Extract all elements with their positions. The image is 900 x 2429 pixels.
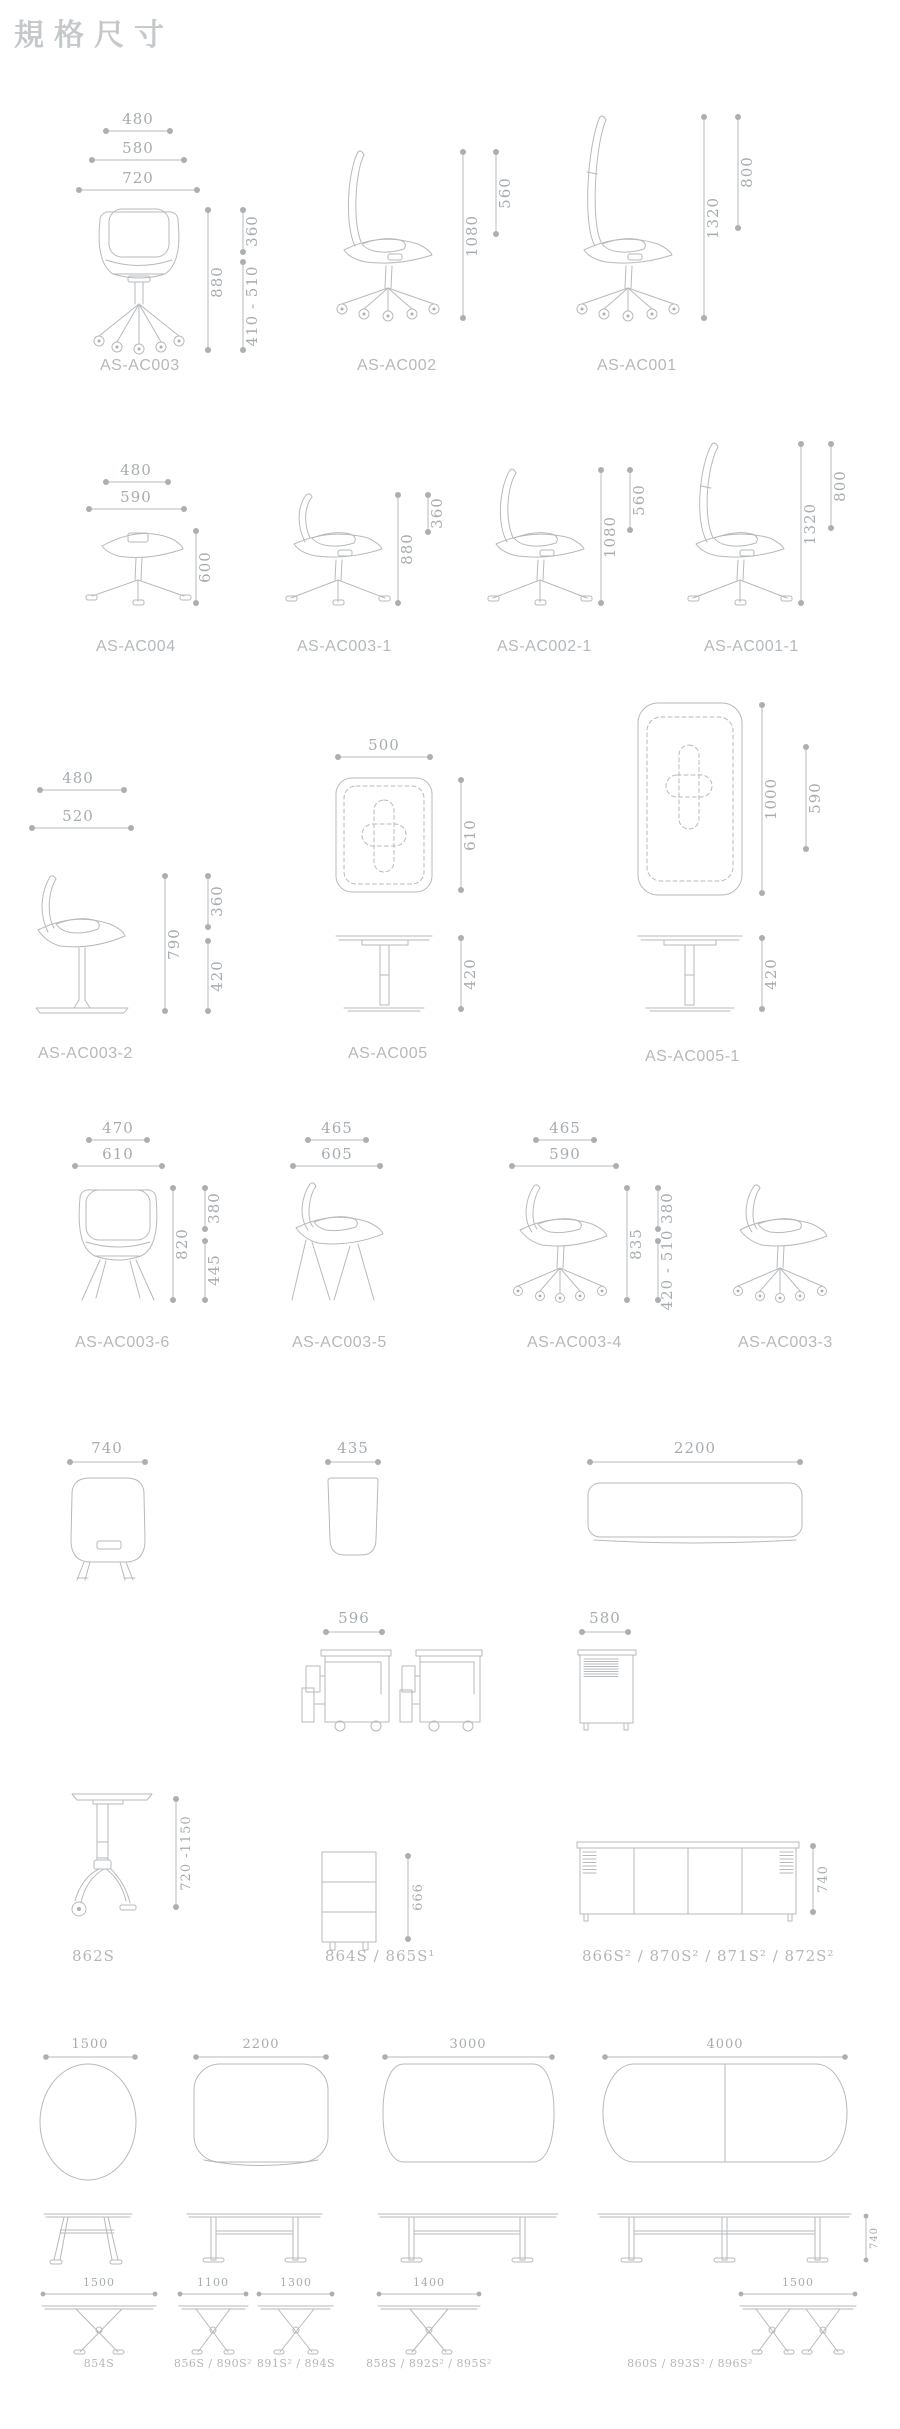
dim-overall-height [162, 873, 183, 1014]
dim-overall-width [509, 1145, 619, 1169]
dim-value: 1300 [280, 2276, 312, 2289]
figure-mobile-pedestals [302, 1609, 482, 1731]
model-label: 858S / 892S² / 895S² [366, 2357, 492, 2370]
dim-back-height [735, 114, 756, 231]
dim-value: 420 [762, 958, 780, 990]
dim-height-range [173, 1796, 194, 1910]
figure-table-2200 [187, 2037, 329, 2262]
table-side-view-drawing [638, 936, 742, 1011]
dim-seat-width [37, 769, 127, 793]
table-drawing [258, 2306, 333, 2354]
figure-as-ac003-3 [734, 1185, 833, 1351]
dim-back-height [202, 1185, 223, 1232]
model-label: AS-AC002-1 [497, 638, 592, 655]
dim-table-height [458, 935, 479, 1012]
dim-overall-height [598, 467, 619, 606]
dim-overall-width [29, 807, 134, 831]
figure-as-ac003-6 [72, 1119, 223, 1351]
model-label: AS-AC003-2 [38, 1045, 133, 1062]
dim-value: 410 - 510 [243, 265, 261, 347]
dim-back-height [493, 149, 514, 237]
dim-height [810, 1843, 831, 1915]
table-top-view [194, 2064, 328, 2166]
dim-overall-height [460, 149, 481, 321]
model-label: AS-AC003-5 [292, 1334, 387, 1351]
dim-value: 420 [208, 960, 226, 992]
dim-seat-width [103, 110, 173, 134]
dim-value: 740 [869, 2226, 880, 2250]
dim-value: 480 [62, 769, 94, 787]
model-label: AS-AC003-3 [738, 1334, 833, 1351]
dim-seat-width [86, 1119, 150, 1143]
figure-858s [366, 2276, 492, 2370]
dim-back-height [240, 207, 261, 255]
dim-top-width [335, 736, 433, 760]
dim-value: 610 [102, 1145, 134, 1163]
bench-drawing [588, 1483, 802, 1543]
figure-as-ac003-1 [286, 492, 446, 655]
cabinet-drawing [578, 1650, 636, 1730]
dim-value: 596 [338, 1609, 370, 1627]
dim-top-depth [458, 777, 479, 893]
drawer-pedestal-drawing [322, 1852, 376, 1950]
dim-value: 590 [549, 1145, 581, 1163]
credenza-drawing [577, 1842, 799, 1921]
dim-value: 420 - 510 [658, 1229, 676, 1311]
dim-value: 420 [461, 958, 479, 990]
dim-overall-height [798, 441, 819, 606]
figure-as-ac003-5 [290, 1119, 387, 1351]
dim-overall-height [395, 492, 416, 606]
chair-side-drawing [577, 116, 679, 321]
dim-value: 1080 [463, 214, 481, 258]
dim-value: 445 [205, 1254, 223, 1286]
dim-value: 1500 [782, 2276, 814, 2289]
dim-overall-height [624, 1185, 645, 1303]
table-side-view [187, 2214, 322, 2262]
figure-bench [587, 1439, 803, 1543]
dim-inner-length [803, 744, 824, 852]
model-label: AS-AC003-6 [75, 1334, 170, 1351]
dim-shell-width [89, 139, 187, 163]
dim-overall-height [170, 1185, 191, 1303]
figure-as-ac004 [86, 461, 214, 655]
figure-as-ac001 [577, 114, 756, 374]
model-label: 860S / 893S² / 896S² [627, 2357, 753, 2370]
dim-value: 360 [243, 215, 261, 247]
dim-value: 835 [627, 1228, 645, 1260]
dim-value: 520 [62, 807, 94, 825]
dim-overall-height [205, 207, 226, 353]
figure-as-ac003 [76, 110, 261, 374]
dim-value: 580 [122, 139, 154, 157]
pedestal-right-drawing [400, 1650, 482, 1731]
dim-seat-width [103, 461, 171, 485]
dim-value: 820 [173, 1228, 191, 1260]
figure-as-ac005-1 [638, 702, 824, 1065]
table-drawing [42, 2306, 156, 2354]
dim-value: 600 [196, 551, 214, 583]
dim-value: 666 [411, 1883, 426, 1911]
table-side-view-drawing [336, 936, 432, 1011]
dim-back-height [627, 467, 648, 533]
model-label: AS-AC003-1 [297, 638, 392, 655]
figure-table-4000 [598, 2037, 880, 2262]
figure-as-ac002-1 [488, 467, 648, 655]
dim-value: 720 -1150 [179, 1815, 194, 1891]
table-top-view-drawing [336, 778, 432, 892]
model-label: AS-AC001 [597, 357, 677, 374]
figure-891s [257, 2276, 335, 2370]
dim-value: 605 [321, 1145, 353, 1163]
figure-as-ac003-4 [509, 1119, 676, 1351]
dim-value: 360 [208, 885, 226, 917]
figure-as-ac001-1 [688, 441, 849, 655]
figure-856s [174, 2276, 252, 2370]
pod-drawing [71, 1478, 145, 1580]
dim-seat-width [533, 1119, 597, 1143]
dim-value: 1320 [801, 502, 819, 546]
dim-seat-width [305, 1119, 369, 1143]
sit-stand-table-drawing [72, 1794, 152, 1916]
table-top-view [40, 2064, 136, 2180]
dim-overall-width [76, 169, 200, 193]
figure-pod-screen [67, 1439, 148, 1580]
model-label: 864S / 865S¹ [325, 1947, 436, 1965]
model-label: AS-AC003 [100, 357, 180, 374]
dim-value: 880 [208, 266, 226, 298]
figure-cabinet [578, 1609, 636, 1730]
dim-value: 590 [806, 782, 824, 814]
dim-back-height [655, 1185, 676, 1232]
dim-value: 1500 [71, 2037, 109, 2052]
dim-table-height [864, 2214, 880, 2263]
chair-front-drawing [79, 1190, 157, 1300]
dim-value: 4000 [706, 2037, 744, 2052]
figure-864s-865s [322, 1852, 435, 1965]
figure-866s-credenza [577, 1842, 834, 1965]
figure-854s [41, 2276, 158, 2370]
dim-overall-width [86, 488, 187, 512]
figure-table-1500 [40, 2037, 138, 2264]
table-side-view [598, 2214, 851, 2262]
model-label: AS-AC005 [348, 1045, 428, 1062]
dim-value: 560 [496, 177, 514, 209]
model-label: AS-AC003-4 [527, 1334, 622, 1351]
dim-value: 1000 [762, 777, 780, 821]
figure-as-ac005 [335, 736, 479, 1062]
table-top-view-drawing [638, 703, 742, 895]
dim-value: 590 [120, 488, 152, 506]
dim-value: 1100 [197, 2276, 229, 2289]
dim-overall-height [701, 114, 722, 321]
dim-value: 2200 [242, 2037, 280, 2052]
dim-value: 435 [337, 1439, 369, 1457]
dim-overall-width [290, 1145, 383, 1169]
table-side-view [378, 2214, 558, 2262]
model-label: 891S² / 894S [256, 2357, 336, 2370]
chair-side-drawing [292, 1183, 383, 1300]
dim-seat-height [202, 1238, 223, 1303]
dim-height [405, 1853, 426, 1942]
dim-value: 580 [589, 1609, 621, 1627]
dim-value: 2200 [673, 1439, 717, 1457]
dim-value: 380 [205, 1192, 223, 1224]
model-label: AS-AC002 [357, 357, 437, 374]
model-label: AS-AC004 [96, 638, 176, 655]
model-label: 856S / 890S² [173, 2357, 253, 2370]
dim-value: 740 [816, 1865, 831, 1893]
chair-side-drawing [734, 1185, 828, 1303]
dim-back-height [205, 873, 226, 930]
dim-value: 800 [738, 156, 756, 188]
figure-table-3000 [378, 2037, 558, 2262]
figure-860s [627, 2276, 857, 2370]
table-top-view [603, 2064, 847, 2162]
dim-value: 610 [461, 819, 479, 851]
model-label: AS-AC005-1 [645, 1048, 740, 1065]
dim-value: 1500 [83, 2276, 115, 2289]
chair-side-drawing [337, 151, 439, 321]
dim-value: 560 [630, 484, 648, 516]
stool-drawing [86, 533, 191, 605]
dim-value: 480 [120, 461, 152, 479]
figure-as-ac002 [337, 149, 514, 374]
table-drawing [378, 2306, 480, 2354]
dim-value: 790 [165, 928, 183, 960]
chair-side-drawing [688, 443, 792, 605]
dim-value: 1080 [601, 515, 619, 559]
chair-side-drawing [514, 1185, 608, 1303]
table-drawing [740, 2306, 856, 2354]
panel-drawing [328, 1478, 378, 1555]
table-top-view [383, 2064, 554, 2162]
dim-value: 465 [321, 1119, 353, 1137]
figure-as-ac003-2 [29, 769, 226, 1062]
dim-value: 360 [428, 497, 446, 529]
dim-value: 720 [122, 169, 154, 187]
pedestal-left-drawing [302, 1650, 391, 1731]
dim-value: 800 [831, 470, 849, 502]
dim-overall-width [72, 1145, 165, 1169]
dim-seat-height [655, 1230, 676, 1311]
model-label: 866S² / 870S² / 871S² / 872S² [582, 1947, 835, 1965]
dim-back-height [425, 492, 446, 535]
dim-value: 470 [102, 1119, 134, 1137]
dim-seat-height [240, 259, 261, 353]
chair-side-drawing [286, 494, 390, 605]
dim-value: 740 [91, 1439, 123, 1457]
table-side-view [44, 2214, 132, 2264]
dim-value: 1320 [704, 196, 722, 240]
model-label: 862S [72, 1947, 115, 1965]
chair-side-drawing [488, 469, 592, 605]
dim-back-height [828, 441, 849, 531]
dim-overall-height [193, 528, 214, 606]
dim-value: 880 [398, 533, 416, 565]
page-title: 規格尺寸 [14, 18, 174, 53]
chair-front-drawing [94, 209, 184, 354]
model-label: 854S [83, 2357, 115, 2370]
figure-panel [325, 1439, 381, 1555]
dim-value: 1400 [413, 2276, 445, 2289]
dim-value: 3000 [449, 2037, 487, 2052]
dim-value: 465 [549, 1119, 581, 1137]
table-drawing [179, 2306, 248, 2354]
dim-value: 380 [658, 1192, 676, 1224]
dim-value: 480 [122, 110, 154, 128]
model-label: AS-AC001-1 [704, 638, 799, 655]
dim-table-height [759, 935, 780, 1012]
chair-side-drawing [36, 876, 128, 1013]
figure-862s [72, 1794, 194, 1965]
dim-seat-height [205, 938, 226, 1014]
dim-top-length [759, 702, 780, 896]
dim-value: 500 [368, 736, 400, 754]
